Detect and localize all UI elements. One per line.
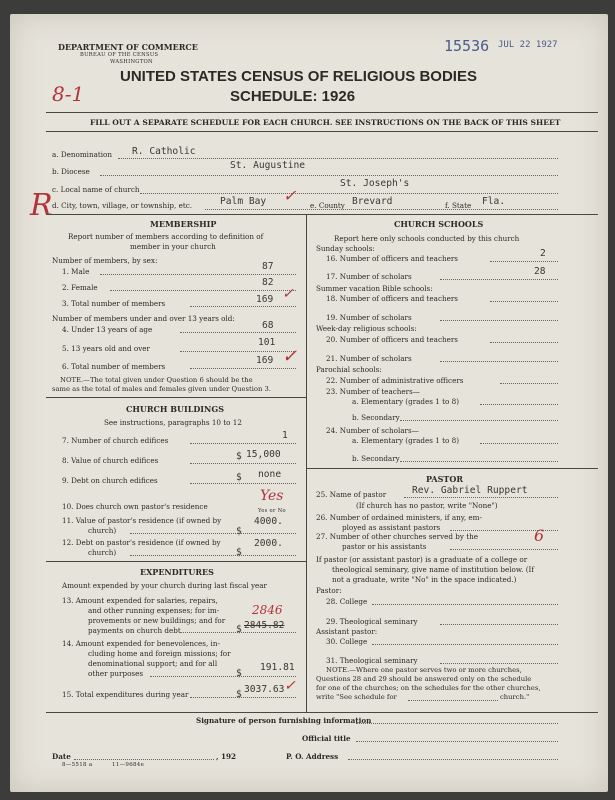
official-title-label: Official title <box>302 734 351 743</box>
q14-symbol: $ <box>236 668 242 679</box>
pastor-title: PASTOR <box>426 474 463 484</box>
q27-label-2: pastor or his assistants <box>342 542 427 551</box>
pastor-note-3: for one of the churches; on the schedules for the other churches, <box>316 684 541 692</box>
date-year-label: , 192 <box>216 752 237 761</box>
q9-symbol: $ <box>236 472 242 483</box>
q6-label: 6. Total number of members <box>62 362 166 371</box>
pastor-note-5: church." <box>500 693 530 701</box>
dept-label: DEPARTMENT OF COMMERCE <box>58 42 198 52</box>
denomination-label: a. Denomination <box>52 150 112 159</box>
q25-note: (If church has no pastor, write "None") <box>356 501 498 510</box>
buildings-sub: See instructions, paragraphs 10 to 12 <box>104 418 242 427</box>
red-check-q15: ✓ <box>284 678 296 694</box>
bureau-label: BUREAU OF THE CENSUS <box>80 52 159 58</box>
form-number-1: 8—5518 a <box>62 762 93 768</box>
membership-note2: same as the total of males and females given under Question 3. <box>52 385 271 393</box>
q23b-label: b. Secondary <box>352 413 400 422</box>
graduate-note-3: not a graduate, write "No" in the space indicated.) <box>332 575 517 584</box>
q11-value[interactable]: 4000. <box>254 516 283 527</box>
form-subtitle: SCHEDULE: 1926 <box>230 88 356 105</box>
city-label-field: d. City, town, village, or township, etc. <box>52 201 193 210</box>
membership-sub2: member in your church <box>130 242 216 251</box>
buildings-title: CHURCH BUILDINGS <box>126 404 224 414</box>
q14-label-2: cluding home and foreign missions; for <box>88 649 231 658</box>
city-label: WASHINGTON <box>110 59 153 65</box>
q10-label: 10. Does church own pastor's residence <box>62 502 208 511</box>
q16-value[interactable]: 2 <box>540 248 546 259</box>
q9-value[interactable]: none <box>258 469 282 480</box>
q13-label-3: provements or new buildings; and for <box>88 616 226 625</box>
q8-label: 8. Value of church edifices <box>62 456 159 465</box>
q23a-label: a. Elementary (grades 1 to 8) <box>352 397 459 406</box>
signature-label: Signature of person furnishing information <box>196 716 372 725</box>
q19-label: 19. Number of scholars <box>326 313 412 322</box>
q29-label: 29. Theological seminary <box>326 617 418 626</box>
q12-label: 12. Debt on pastor's residence (if owned by <box>62 538 221 547</box>
q18-label: 18. Number of officers and teachers <box>326 294 458 303</box>
q2-label: 2. Female <box>62 283 98 292</box>
q13-symbol: $ <box>236 624 242 635</box>
q6-value[interactable]: 169 <box>256 355 274 366</box>
q17-label: 17. Number of scholars <box>326 272 412 281</box>
separate-schedule-instruction: FILL OUT A SEPARATE SCHEDULE FOR EACH CHURCH. SEE INSTRUCTIONS ON THE BACK OF THIS SHEET <box>90 118 561 127</box>
q3-value[interactable]: 169 <box>256 294 274 305</box>
denomination-value[interactable]: R. Catholic <box>132 146 196 157</box>
q8-value[interactable]: 15,000 <box>246 449 281 460</box>
q5-label: 5. 13 years old and over <box>62 344 150 353</box>
membership-note1: NOTE.—The total given under Question 6 should be the <box>60 376 253 384</box>
q24b-label: b. Secondary <box>352 454 400 463</box>
q13-label-2: and other running expenses; for im- <box>88 606 220 615</box>
q26-label-2: ployed as assistant pastors <box>342 523 441 532</box>
graduate-note-2: theological seminary, give name of institution below. (If <box>332 565 535 574</box>
red-margin-mark: 8-1 <box>52 82 85 106</box>
q24-label: 24. Number of scholars— <box>326 426 419 435</box>
pastor-note-2: Questions 28 and 29 should be answered only on the schedule <box>316 675 532 683</box>
q12-value[interactable]: 2000. <box>254 538 283 549</box>
membership-sub1: Report number of members according to definition of <box>68 232 264 241</box>
q13-red-correction: 2846 <box>252 603 283 617</box>
q4-value[interactable]: 68 <box>262 320 274 331</box>
q20-label: 20. Number of officers and teachers <box>326 335 458 344</box>
q7-label: 7. Number of church edifices <box>62 436 169 445</box>
pastor-label: Pastor: <box>316 586 342 595</box>
q7-value[interactable]: 1 <box>282 430 288 441</box>
q30-label: 30. College <box>326 637 368 646</box>
q23-label: 23. Number of teachers— <box>326 387 420 396</box>
q3-label: 3. Total number of members <box>62 299 166 308</box>
q11-label-2: church) <box>88 526 117 535</box>
q15-symbol: $ <box>236 689 242 700</box>
q13-label: 13. Amount expended for salaries, repairs, <box>62 596 218 605</box>
q15-label: 15. Total expenditures during year <box>62 690 189 699</box>
form-number-2: 11—9684e <box>112 762 145 768</box>
q9-label: 9. Debt on church edifices <box>62 476 158 485</box>
q10-value[interactable]: Yes <box>260 488 284 504</box>
schools-sub: Report here only schools conducted by this church <box>334 234 520 243</box>
red-r-mark: R <box>30 188 53 223</box>
age-label: Number of members under and over 13 years old: <box>52 314 235 323</box>
date-label: Date <box>52 752 71 761</box>
red-check-q6: ✓ <box>282 346 298 367</box>
stamp-date: JUL 22 1927 <box>498 40 558 50</box>
q26-label: 26. Number of ordained ministers, if any, em- <box>316 513 482 522</box>
assistant-pastor-label: Assistant pastor: <box>316 627 378 636</box>
q14-value[interactable]: 191.81 <box>260 662 295 673</box>
q4-label: 4. Under 13 years of age <box>62 325 153 334</box>
q14-label-4: other purposes <box>88 669 144 678</box>
q31-label: 31. Theological seminary <box>326 656 418 665</box>
pastor-note-1: NOTE.—Where one pastor serves two or more churches, <box>326 666 522 674</box>
q10-yes-no: Yes or No <box>258 508 286 514</box>
membership-title: MEMBERSHIP <box>150 219 217 229</box>
q24a-label: a. Elementary (grades 1 to 8) <box>352 436 459 445</box>
q12-label-2: church) <box>88 548 117 557</box>
stamp-number: 15536 <box>444 37 490 55</box>
weekday-schools-label: Week-day religious schools: <box>316 324 417 333</box>
expenditures-sub: Amount expended by your church during last fiscal year <box>62 581 267 590</box>
q1-value[interactable]: 87 <box>262 261 274 272</box>
red-check-city: ✓ <box>283 186 297 205</box>
q21-label: 21. Number of scholars <box>326 354 412 363</box>
q5-value[interactable]: 101 <box>258 337 276 348</box>
state-value[interactable]: Fla. <box>482 196 506 207</box>
q14-label-3: denominational support; and for all <box>88 659 218 668</box>
church-name-label: c. Local name of church <box>52 185 140 194</box>
sunday-schools-label: Sunday schools: <box>316 244 375 253</box>
summer-schools-label: Summer vacation Bible schools: <box>316 284 433 293</box>
form-title: UNITED STATES CENSUS OF RELIGIOUS BODIES <box>120 68 477 85</box>
q27-value[interactable]: 6 <box>534 526 545 545</box>
q14-label: 14. Amount expended for benevolences, in- <box>62 639 220 648</box>
red-check-q3: ✓ <box>282 286 294 302</box>
expenditures-title: EXPENDITURES <box>140 567 214 577</box>
q1-label: 1. Male <box>62 267 90 276</box>
q22-label: 22. Number of administrative officers <box>326 376 464 385</box>
q13-label-4: payments on church debt <box>88 626 181 635</box>
city-value[interactable]: Palm Bay <box>220 196 267 207</box>
county-value[interactable]: Brevard <box>352 196 393 207</box>
q16-label: 16. Number of officers and teachers <box>326 254 458 263</box>
q12-symbol: $ <box>236 547 242 558</box>
diocese-value[interactable]: St. Augustine <box>230 160 306 171</box>
graduate-note-1: If pastor (or assistant pastor) is a graduate of a college or <box>316 555 528 564</box>
q2-value[interactable]: 82 <box>262 277 274 288</box>
po-address-label: P. O. Address <box>286 752 339 761</box>
members-by-sex-label: Number of members, by sex: <box>52 256 158 265</box>
q25-value[interactable]: Rev. Gabriel Ruppert <box>412 485 528 496</box>
q25-label: 25. Name of pastor <box>316 490 387 499</box>
pastor-note-4: write "See schedule for <box>316 693 397 701</box>
county-label: e. County <box>310 201 345 210</box>
parochial-schools-label: Parochial schools: <box>316 365 382 374</box>
schools-title: CHURCH SCHOOLS <box>394 219 484 229</box>
church-name-value[interactable]: St. Joseph's <box>340 178 410 189</box>
q15-value[interactable]: 3037.63 <box>244 684 285 695</box>
q8-symbol: $ <box>236 451 242 462</box>
state-label: f. State <box>445 201 472 210</box>
q17-value[interactable]: 28 <box>534 266 546 277</box>
q27-label: 27. Number of other churches served by the <box>316 532 479 541</box>
q28-label: 28. College <box>326 597 368 606</box>
q11-symbol: $ <box>236 526 242 537</box>
diocese-label: b. Diocese <box>52 167 90 176</box>
q13-value[interactable]: 2845.82 <box>244 620 285 631</box>
q11-label: 11. Value of pastor's residence (if owned by <box>62 516 222 525</box>
